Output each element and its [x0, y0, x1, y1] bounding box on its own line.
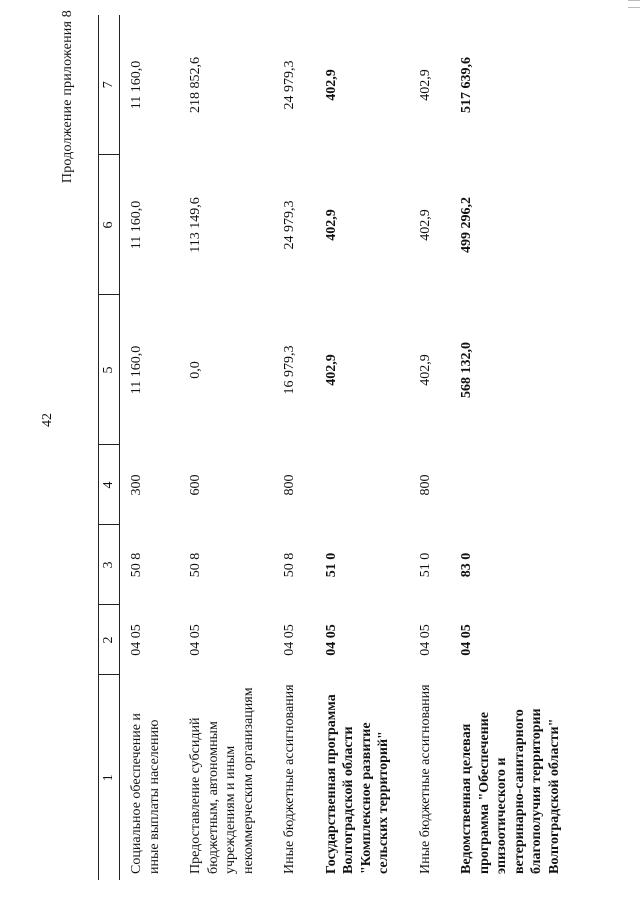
cell-value-col6: 11 160,0 [129, 200, 144, 250]
cell-value-col6: 402,9 [417, 209, 433, 241]
page-number: 42 [40, 413, 55, 427]
row-name: Социальное обеспечение и иные выплаты населению [129, 713, 162, 874]
cell-expense-type: 800 [282, 474, 297, 496]
cell-section: 04 05 [417, 624, 433, 656]
table-row [315, 15, 409, 880]
cell-value-col7: 517 639,6 [459, 57, 474, 113]
cell-value-col5: 0,0 [188, 361, 203, 379]
cell-section: 04 05 [323, 624, 339, 656]
cell-value-col5: 568 132,0 [459, 342, 474, 398]
cell-value-col7: 402,9 [417, 69, 433, 101]
cell-program: 50 8 [282, 552, 297, 578]
cell-value-col7: 218 852,6 [188, 57, 203, 113]
column-header: 4 [99, 445, 120, 525]
row-name: Предоставление субсидий бюджетным, автономным учреждениям и иным некоммерческим организациям [188, 687, 256, 874]
cell-value-col6: 24 979,3 [282, 200, 297, 250]
cell-expense-type [450, 445, 579, 525]
cell-value-col6: 499 296,2 [459, 197, 474, 253]
cell-program: 51 0 [323, 552, 339, 578]
column-header: 6 [99, 155, 120, 295]
cell-expense-type: 600 [188, 474, 203, 496]
cell-program: 50 8 [188, 552, 203, 578]
cell-value-col5: 16 979,3 [282, 345, 297, 395]
table-row [450, 15, 579, 880]
cell-value-col6: 402,9 [323, 209, 339, 241]
column-header: 1 [99, 675, 120, 880]
cell-value-col7: 24 979,3 [282, 60, 297, 110]
rotated-content [40, 0, 560, 880]
budget-table [98, 15, 579, 880]
cell-section: 04 05 [129, 624, 144, 656]
column-header: 5 [99, 295, 120, 445]
cell-expense-type [315, 445, 409, 525]
row-name: Иные бюджетные ассигнования [417, 684, 433, 874]
scan-edge-mark [628, 0, 640, 8]
table-row [179, 15, 273, 880]
cell-value-col5: 402,9 [417, 354, 433, 386]
table-row [120, 15, 180, 880]
cell-value-col5: 11 160,0 [129, 345, 144, 395]
cell-value-col7: 402,9 [323, 69, 339, 101]
column-header: 7 [99, 15, 120, 155]
table-row [409, 15, 451, 880]
row-name: Ведомственная целевая программа "Обеспечение эпизоотического и ветеринарно-санитарного благополучия территории Волгоградской области" [459, 708, 562, 874]
cell-value-col6: 113 149,6 [188, 197, 203, 253]
cell-value-col7: 11 160,0 [129, 60, 144, 110]
column-header: 3 [99, 525, 120, 605]
cell-section: 04 05 [282, 624, 297, 656]
appendix-title: Продолжение приложения 8 [60, 10, 75, 184]
header-row [99, 15, 120, 880]
cell-expense-type: 300 [129, 474, 144, 496]
row-name: Иные бюджетные ассигнования [282, 684, 297, 874]
cell-section: 04 05 [459, 624, 474, 656]
cell-value-col5: 402,9 [323, 354, 339, 386]
row-name: Государственная программа Волгоградской области "Комплексное развитие сельских территорий" [323, 694, 391, 874]
table-row [273, 15, 315, 880]
cell-expense-type: 800 [417, 474, 433, 496]
cell-section: 04 05 [188, 624, 203, 656]
column-header: 2 [99, 605, 120, 675]
cell-program: 50 8 [129, 552, 144, 578]
cell-program: 83 0 [459, 552, 474, 578]
cell-program: 51 0 [417, 552, 433, 578]
